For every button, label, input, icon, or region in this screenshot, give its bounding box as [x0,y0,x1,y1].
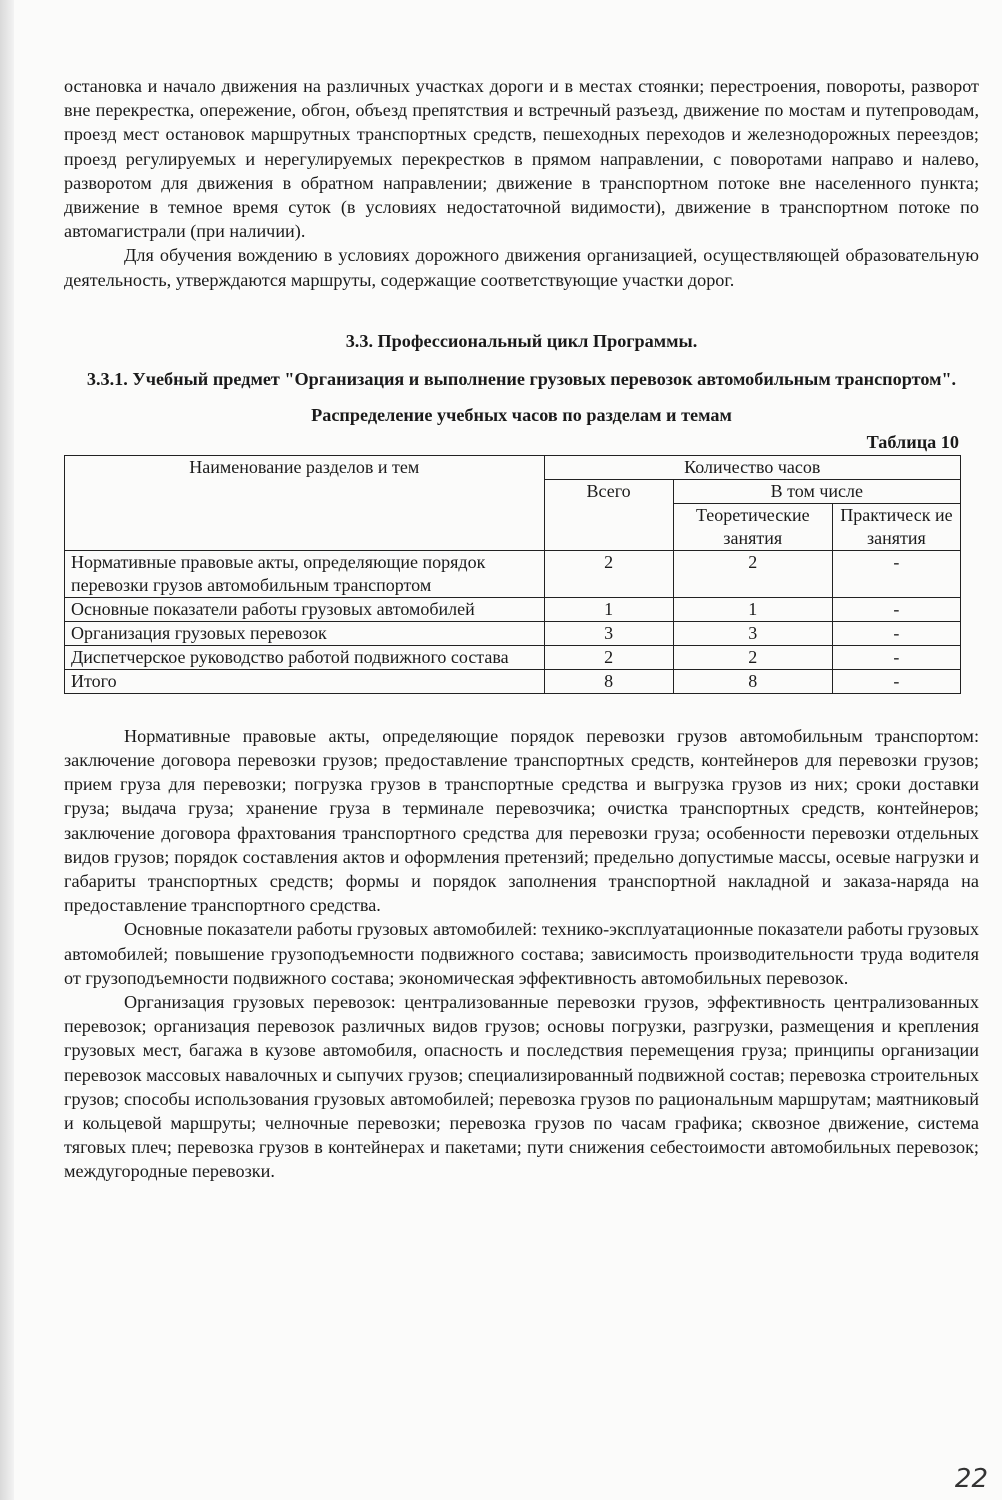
intro-paragraph-2: Для обучения вождению в условиях дорожного движения организацией, осуществляющей образовательную деятельность, утверждаются маршруты, содержащие соответствующие участки дорог. [64,245,979,290]
table-row [65,597,961,621]
body-paragraph-1: Нормативные правовые акты, определяющие порядок перевозки грузов автомобильным транспортом: заключение договора перевозки грузов; предоставление транспортных средств, контейнеров для перевозки грузов; прием груза для перевозки; погрузка грузов в транспортные средства и выгрузка грузов из них; сроки доставки груза; выдача груза; хранение груза в терминале перевозчика; очистка транспортных средств, контейнеров; заключение договора фрахтования транспортного средства для перевозки груза; особенности перевозки отдельных видов грузов; порядок составления актов и оформления претензий; предельно допустимые массы, осевые нагрузки и габариты транспортных средств; формы и порядок заполнения транспортной накладной и заказа-наряда на предоставление транспортного средства. [64,725,979,916]
intro-paragraph-1: остановка и начало движения на различных участках дороги и в местах стоянки; перестроения, повороты, разворот вне перекрестка, опережение, обгон, объезд препятствия и встречный разъезд, движение по мостам и путепроводам, проезд мест остановок маршрутных транспортных средств, пешеходных переходов и железнодорожных переездов; проезд регулируемых и нерегулируемых перекрестков в прямом направлении, с поворотами направо и налево, разворотом для движения в обратном направлении; движение в транспортном потоке вне населенного пункта; движение в темное время суток (в условиях недостаточной видимости), движение в транспортном потоке по автомагистрали (при наличии). [64,76,979,242]
distribution-heading: Распределение учебных часов по разделам и темам [311,404,732,425]
header-theory: Теоретические занятия [673,503,832,550]
table-caption: Таблица 10 [866,431,959,452]
row-practice: - [832,645,960,669]
row-theory: 2 [673,550,832,597]
row-theory: 3 [673,621,832,645]
row-name: Диспетчерское руководство работой подвижного состава [65,645,545,669]
page-number: 22 [954,1464,988,1494]
document-page [64,74,979,1184]
row-total: 8 [544,669,673,693]
table-row [65,645,961,669]
subsection-heading: 3.3.1. Учебный предмет "Организация и выполнение грузовых перевозок автомобильным транспортом". [86,368,957,389]
table-row [65,621,961,645]
row-total: 1 [544,597,673,621]
section-heading: 3.3. Профессиональный цикл Программы. [345,330,698,351]
body-paragraph-3: Организация грузовых перевозок: централизованные перевозки грузов, эффективность централизованных перевозок; организация перевозок различных видов грузов; основы погрузки, разгрузки, размещения и крепления грузовых мест, багажа в кузове автомобиля, опасность и последствия перемещения груза; принципы организации перевозок массовых навалочных и сыпучих грузов; специализированный подвижной состав; перевозка строительных грузов; способы использования грузовых автомобилей; перевозка грузов по рациональным маршрутам; маятниковый и кольцевой маршруты; челночные перевозки; перевозка грузов по часам графика; сквозное движение, система тяговых плеч; перевозка грузов в контейнерах и пакетами; пути снижения себестоимости автомобильных перевозок; междугородные перевозки. [64,992,979,1182]
header-name: Наименование разделов и тем [65,455,545,550]
row-total: 3 [544,621,673,645]
row-total: 2 [544,550,673,597]
row-practice: - [832,550,960,597]
table-row-total [65,669,961,693]
row-name: Основные показатели работы грузовых автомобилей [65,597,545,621]
header-row-1 [65,455,961,479]
row-total: 2 [544,645,673,669]
row-name: Организация грузовых перевозок [65,621,545,645]
row-name: Итого [65,669,545,693]
table-row [65,550,961,597]
row-practice: - [832,621,960,645]
row-practice: - [832,597,960,621]
row-theory: 2 [673,645,832,669]
row-theory: 8 [673,669,832,693]
header-total: Всего [544,479,673,550]
header-hours: Количество часов [544,455,960,479]
hours-table [64,455,961,694]
header-practice: Практическ ие занятия [832,503,960,550]
row-theory: 1 [673,597,832,621]
body-paragraph-2: Основные показатели работы грузовых автомобилей: технико-эксплуатационные показатели работы грузовых автомобилей; повышение грузоподъемности подвижного состава; зависимость производительности труда водителя от грузоподъемности подвижного состава; экономическая эффективность автомобильных перевозок. [64,919,979,988]
row-practice: - [832,669,960,693]
scan-edge-shadow [0,0,14,1500]
header-including: В том числе [673,479,960,503]
row-name: Нормативные правовые акты, определяющие порядок перевозки грузов автомобильным транспортом [65,550,545,597]
